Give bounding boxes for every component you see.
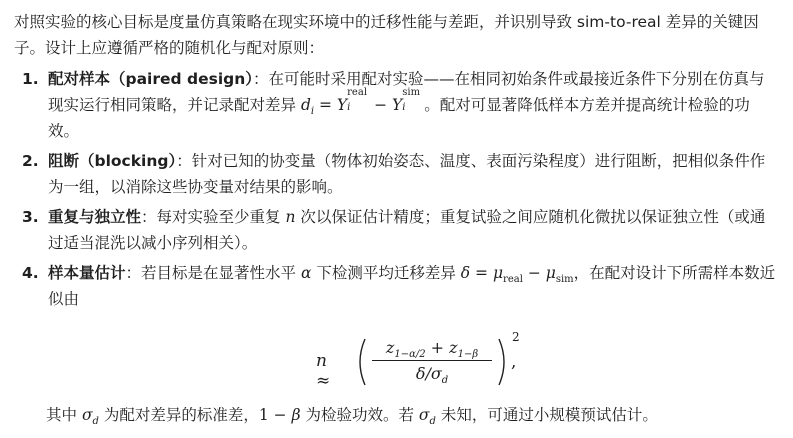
power-expression: 1 − β <box>258 406 301 424</box>
formula-numerator: $z_{1-\alpha/2} + z_{1-\beta}$ <box>385 338 479 361</box>
list-number: 3. <box>22 208 39 226</box>
item-text: ：若目标是在显著性水平 <box>125 264 301 282</box>
list-item-paired-design <box>14 66 779 144</box>
formula-comma: , <box>511 352 517 372</box>
item-text-continued: 次以保证估计精度；重复试验之间应随机化微扰以保证独立性（或通过适当混洗以减小序列相关）。 <box>48 208 766 252</box>
list-item-replication <box>14 204 779 256</box>
formula-exponent: 2 <box>512 330 520 344</box>
list-number: 4. <box>22 264 39 282</box>
alpha-symbol: α <box>300 264 312 282</box>
sigma-d-symbol-2: $\sigma_d$ <box>418 406 436 428</box>
sigma-d-symbol: $\sigma_d$ <box>81 406 99 428</box>
item-title: 重复与独立性 <box>48 208 142 226</box>
formula-denominator: $\delta/\sigma_d$ <box>415 364 449 387</box>
intro-paragraph: 对照实验的核心目标是度量仿真策略在现实环境中的迁移性能与差距，并识别导致 sim-to-real 差异的关键因子。设计上应遵循严格的随机化与配对原则： <box>14 13 759 57</box>
formula-fraction <box>370 338 494 386</box>
footer-paragraph: 其中 $\sigma_d$ 为配对差异的标准差，1 − β 为检验功效。若 $\sigma_d$ 未知，可通过小规模预试估计。 <box>46 406 658 428</box>
item-title: 样本量估计 <box>48 264 126 282</box>
fraction-bar <box>372 360 492 361</box>
formula-lhs: n ≈ <box>316 351 331 391</box>
item-text-continued: 下检测平均迁移差异 <box>311 264 461 282</box>
paired-difference-formula: $d_i = Y$ real i − Y sim i <box>300 87 421 118</box>
item-text-tail: ，在配对设计下所需样本数近似由 <box>48 264 776 308</box>
list-item-sample-size <box>14 260 779 312</box>
right-paren-icon <box>496 338 510 386</box>
repeat-count-symbol: n <box>285 208 296 226</box>
list-number: 1. <box>22 70 39 88</box>
item-title: 阻断（blocking） <box>48 152 177 170</box>
item-text: ：在可能时采用配对实验——在相同初始条件或最接近条件下分别在仿真与现实运行相同策略，并记录配对差异 <box>48 70 765 114</box>
item-title: 配对样本（paired design） <box>48 70 254 88</box>
principles-list <box>14 66 779 312</box>
mean-difference-formula: $\delta = \mu_{real} - \mu_{sim}$ <box>460 264 574 286</box>
item-text-continued: 。配对可显著降低样本方差并提高统计检验的功效。 <box>48 96 750 140</box>
item-text: ：针对已知的协变量（物体初始姿态、温度、表面污染程度）进行阻断，把相似条件作为一组，以消除这些协变量对结果的影响。 <box>48 152 766 196</box>
list-number: 2. <box>22 152 39 170</box>
item-text: ：每对实验至少重复 <box>141 208 286 226</box>
left-paren-icon <box>354 338 368 386</box>
list-item-blocking <box>14 148 779 200</box>
